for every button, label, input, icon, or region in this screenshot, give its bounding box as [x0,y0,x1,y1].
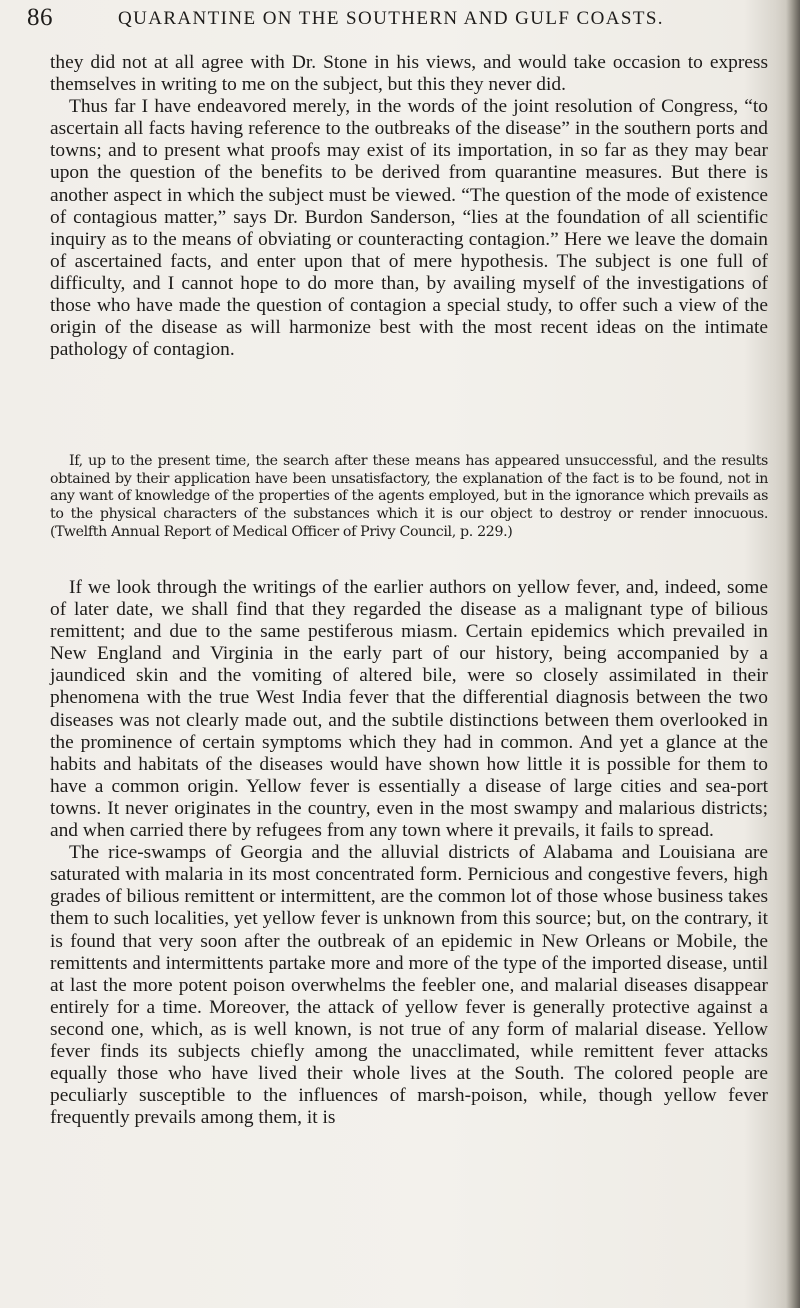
page-binding-shadow [786,0,800,1308]
paragraph-continued: they did not at all agree with Dr. Stone in his views, and would take occasion to express themselves in writing to me on the subject, but this they never did. [50,52,768,96]
paragraph-rice-swamps: The rice-swamps of Georgia and the alluvial districts of Alabama and Louisiana are saturated with malaria in its most concentrated form. Pernicious and congestive fevers, high grades of bilious remittent or intermittent, are the common lot of those whose business takes them to such localities, yet yellow fever is unknown from this source; but, on the contrary, it is found that very soon after the outbreak of an epidemic in New Orleans or Mobile, the remittents and intermittents partake more and more of the type of the imported disease, until at last the more potent poison overwhelms the feebler one, and malarial diseases disappear entirely for a time. Moreover, the attack of yellow fever is generally protective against a second one, which, as is well known, is not true of any form of malarial disease. Yellow fever finds its subjects chiefly among the unacclimated, while remittent fever attacks equally those who have lived their whole lives at the South. The colored people are peculiarly susceptible to the influences of marsh-poison, while, though yellow fever frequently prevails among them, it is [50,842,768,1129]
paragraph-earlier-authors: If we look through the writings of the earlier authors on yellow fever, and, indeed, some of later date, we shall find that they regarded the disease as a malignant type of bilious remittent; and due to the same pestiferous miasm. Certain epidemics which prevailed in New England and Virginia in the early part of our history, being accompanied by a jaundiced skin and the vomiting of altered bile, were so closely assimilated in their phenomena with the true West India fever that the differential diagnosis between the two diseases was not clearly made out, and the subtile distinctions between them overlooked in the prominence of certain symptoms which they had in common. And yet a glance at the habits and habitats of the diseases would have shown how little it is possible for them to have a common origin. Yellow fever is essentially a disease of large cities and sea-port towns. It never originates in the country, even in the most swampy and malarious districts; and when carried there by refugees from any town where it prevails, it fails to spread. [50,577,768,842]
page-number: 86 [27,4,53,31]
paragraph-contagion: Thus far I have endeavored merely, in the words of the joint resolution of Congress, “to ascertain all facts having reference to the outbreaks of the disease” in the southern ports and towns; and to present what proofs may exist of its importation, in so far as they may bear upon the question of the benefits to be derived from quarantine measures. But there is another aspect in which the subject must be viewed. “The question of the mode of existence of contagious matter,” says Dr. Burdon Sanderson, “lies at the foundation of all scientific inquiry as to the means of obviating or counteracting contagion.” Here we leave the domain of ascertained facts, and enter upon that of mere hypothesis. The subject is one full of difficulty, and I cannot hope to do more than, by availing myself of the investigations of those who have made the question of contagion a special study, to offer such a view of the origin of the disease as will harmonize best with the most recent ideas on the intimate pathology of contagion. [50,96,768,361]
block-quote-footnote: If, up to the present time, the search after these means has appeared unsuccessful, and the results obtained by their application have been unsatisfactory, the explanation of the fact is to be found, not in any want of knowledge of the properties of the agents employed, but in the ignorance which prevails as to the physical characters of the substances which it is our object to destroy or render innocuous. (Twelfth Annual Report of Medical Officer of Privy Council, p. 229.) [50,453,768,540]
running-head: QUARANTINE ON THE SOUTHERN AND GULF COASTS. [118,8,664,29]
body-text-upper [50,52,768,361]
body-text-lower [50,577,768,1129]
page-header [27,4,767,38]
